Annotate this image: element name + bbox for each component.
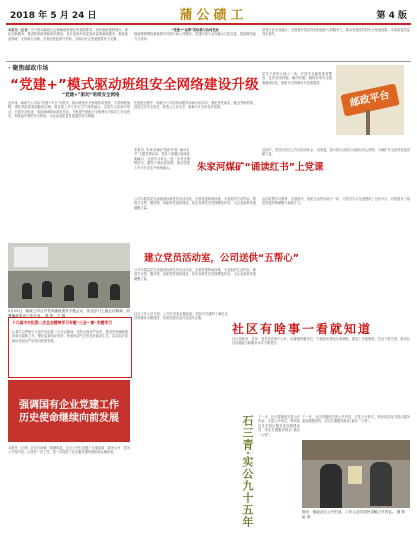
feature1-body: 本报讯 朱家河煤矿组织开展“诵读红书”主题党课活动，党员干部通过诵读经典篇目、交流学习体会，进一步坚定理想信念，激发干事创业热情，推动党建工作与安全生产深度融合。 xyxy=(134,148,190,170)
promo-pole xyxy=(366,110,370,135)
feature1-body-right: 活动中，党员们结合工作实际谈体会、话发展，表示将以实际行动践行初心使命，为煤矿安全高效发展贡献力量。 xyxy=(262,148,410,157)
section2-body-right: 下一步，社区将继续完善公开内容，丰富公开形式，利用信息化手段让服务更加便捷高效，切实打通服务群众“最后一公里”。 xyxy=(302,415,410,424)
section2-body-mid: 下一步，社区将继续完善公开内容，丰富公开形式，利用信息化手段让服务更加便捷高效，切实打通服务群众“最后一公里”。 xyxy=(258,415,300,437)
top-byline: 本报讯（記者） xyxy=(8,28,31,32)
section-label: · 聚焦邮政市场 xyxy=(8,65,49,72)
feature2-body: 公司为基层党支部建设标准化党员活动室，完善党建阵地设施，丰富组织生活内容，推进学习型、服务型、创新型党组织建设，切实发挥党员先锋模范作用，为企业改革发展凝聚力量。 xyxy=(134,197,256,210)
header-rule xyxy=(6,23,411,25)
lead-body-right: 党员干部带头深入一线，开展安全隐患排查整治，及时发现问题、解决问题，确保各项安全措施落到实处，班组安全管理水平显著提高。 xyxy=(262,72,332,85)
community-photo xyxy=(302,440,410,508)
top-article-col2 xyxy=(134,28,256,60)
lead-headline: “党建+”模式驱动班组安全网络建设升级 xyxy=(10,77,259,93)
notice-box xyxy=(8,317,132,378)
feature2-body-right: 活动室集学习教育、交流研讨、组织生活等功能于一体，为党员学习交流提供了良好平台，有效提升了基层党组织的凝聚力和战斗力。 xyxy=(262,197,410,206)
feature1-headline: 朱家河煤矿“诵读红书”上党课 xyxy=(197,162,324,173)
page-header xyxy=(6,4,411,22)
top-article-col3: 党建与业务双融合，全面提升基层党组织组织力和服务力，推动党建成效转化为发展成果，实现质量效益同步提升。 xyxy=(262,28,410,37)
community-photo-caption: 图为：邮政社区公开栏前，工作人员向居民讲解公开内容。 摄 影：赵 涛 xyxy=(302,510,409,519)
issue-date: 2018 年 5 月 24 日 xyxy=(10,11,97,21)
notice-title: 十九届中央纪委二次全会精神学习专题“三会一课”专题学习 xyxy=(12,320,112,325)
section-divider xyxy=(6,61,411,62)
top-col2-text: 邮政保障网络承载着乡村振兴和公共服务，党建引领与业务融合互促共进，提高服务能力与效率。 xyxy=(134,32,256,41)
meeting-photo xyxy=(8,243,130,308)
vertical-headline: 石三青·实公九十五年 xyxy=(241,415,254,528)
lead-subhead: “党建+”驱动”班组安全网络 xyxy=(62,93,120,98)
page-number: 第 4 版 xyxy=(376,11,407,21)
bottom-left-col2: 社区工作人员介绍，公开栏内容定期更新，居民可以随时了解社区各项事务办理进度，有意见建议也可以及时反馈。 xyxy=(134,312,228,321)
promo-label: 邮政平台 xyxy=(349,89,391,110)
masthead: 蒲公碛工 xyxy=(179,8,248,23)
bottom-left-col1: 本报讯（记者）社区有啥事一看就知道，社区公开栏设置了办事指南、政务公开、党务公开等内容，让居民一目了然，进一步提高了社区服务透明度和群众满意度。 xyxy=(8,446,130,455)
banner-line2: 历史使命继续向前发展 xyxy=(19,413,119,424)
feature2-headline: 建立党员活动室，公司送供“五帮心” xyxy=(144,253,299,264)
lead-body-mid: 在推进过程中，邮政分公司坚持问题导向和目标导向，强化责任落实，健全考核机制，层层压实安全责任，营造人人讲安全、事事为安全的良好氛围。 xyxy=(134,101,256,110)
notice-body: 认真学习贯彻十九届中央纪委二次全会精神，坚持全面从严治党，推进党风廉政建设和反腐败工作，强化监督执纪问责，营造风清气正的良好政治生态，以实际行动推动全面从严治党向纵深发展。 xyxy=(12,330,128,343)
section2-body: 社区将政务、党务、居务信息集中公开，设置便民服务栏，方便居民查阅办事流程，提高工作透明度，拉近干群关系，推动社区治理能力和服务水平不断提升。 xyxy=(232,337,410,346)
feature2-body-lower: 公司为基层党支部建设标准化党员活动室，完善党建阵地设施，丰富组织生活内容，推进学习型、服务型、创新型党组织建设，切实发挥党员先锋模范作用，为企业改革发展凝聚力量。 xyxy=(134,268,256,281)
top-article-col1 xyxy=(8,28,128,60)
banner-line1: 强调国有企业党建工作 xyxy=(19,400,119,411)
section2-headline: 社区有啥事一看就知道 xyxy=(232,322,373,336)
promo-image xyxy=(336,65,404,135)
banner-photo xyxy=(8,380,130,442)
lead-intro: 近年来，邮政分公司以“党建+安全”为抓手，推动班组安全管理体系建设，完善制度流程，强化风险排查和隐患治理，将党建工作与安全生产深度融合，以党员示范岗为带动，开展安全检查、培训演练和标准化作业，不断提升班组安全管理水平和员工安全意识，构筑起牢固的安全防线，为企业高质量发展提供坚实保障。 xyxy=(8,101,130,119)
promo-sign xyxy=(340,83,399,116)
top-col2-title: “党建+”品牌”的助推与协同发展 xyxy=(171,28,219,32)
top-col1-text: 关于推动邮政社会保障政策深化的通知要求，加快邮政便利网点、深化创新服务，推进机制改革和组织建设，旨在加快形成更高质量的邮政服务，强化基层保障，支持地方治理，完善经营监督与考核，为推动社会发展提供有力支撑。 xyxy=(8,28,128,41)
meeting-photo-caption: 5月23日，邮政公司召开党风廉政建设专题会议，传达学习上级会议精神，部署廉政建设工作任务。 摄 影：王 磊 xyxy=(8,309,130,318)
